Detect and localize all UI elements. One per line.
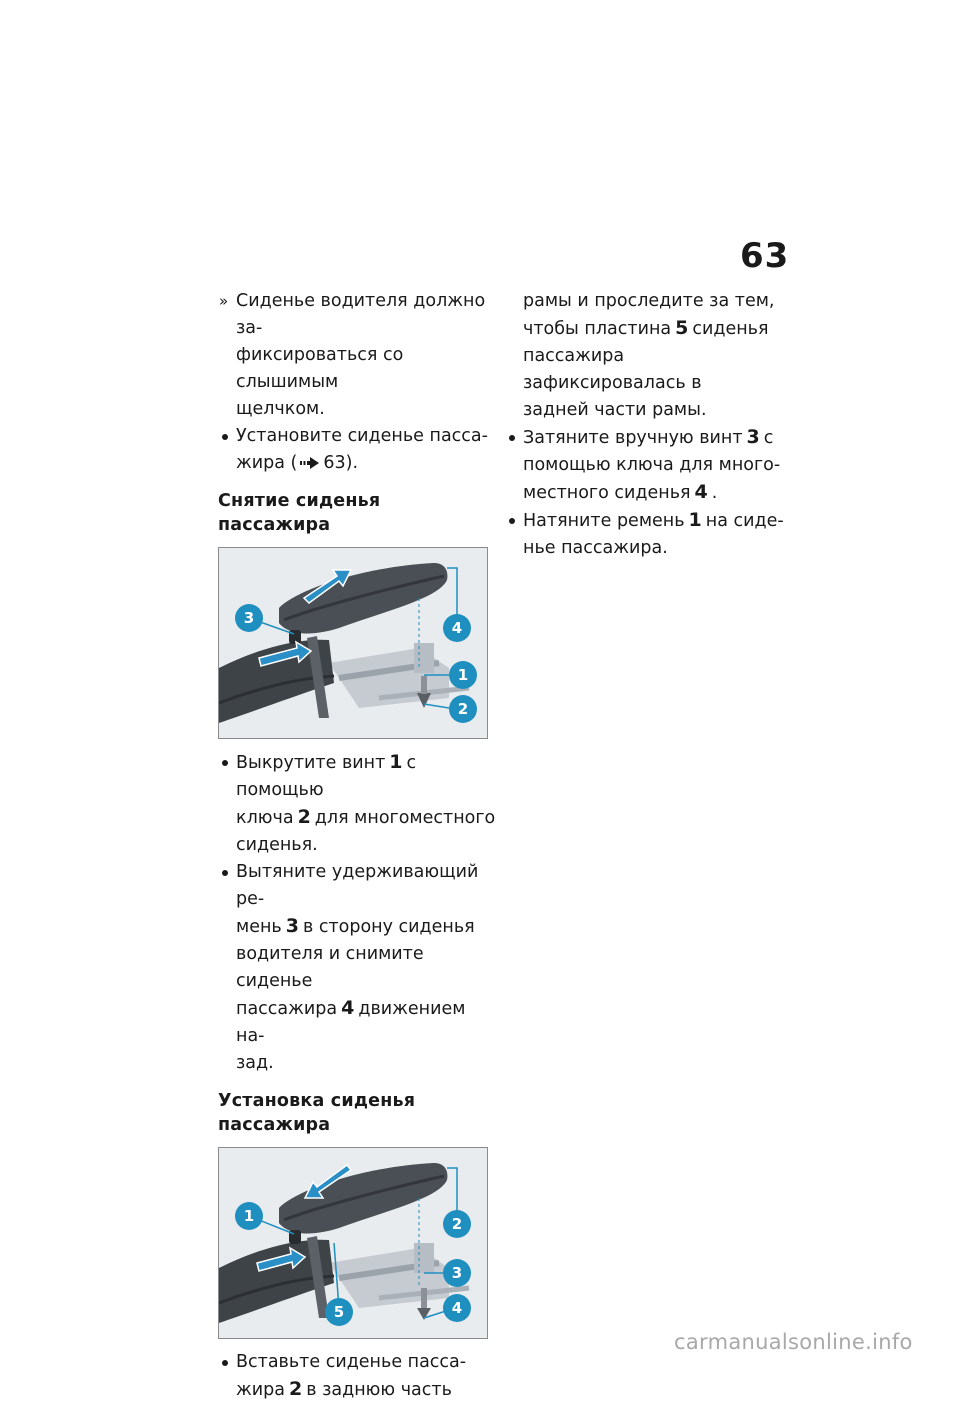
bullet-icon (509, 518, 515, 524)
page-reference-icon (299, 456, 321, 470)
bullet-item: Вставьте сиденье пасса- жира 2 в заднюю часть (218, 1349, 498, 1404)
result-arrow-icon: » (219, 292, 229, 310)
ref-number: 4 (341, 997, 355, 1019)
bullet-icon (222, 760, 228, 766)
ref-number: 3 (285, 915, 299, 937)
ref-number: 1 (389, 751, 403, 773)
continued-text: рамы и проследите за тем, чтобы пластина 5 сиденья пассажира зафиксировалась в задней части рамы. (523, 291, 775, 420)
svg-text:1: 1 (243, 1207, 255, 1225)
ref-number: 2 (288, 1378, 303, 1400)
bullet-item: Затяните вручную винт 3 с помощью ключа для много- местного сиденья 4 . (505, 424, 785, 507)
svg-text:2: 2 (457, 700, 469, 718)
svg-text:5: 5 (333, 1303, 345, 1321)
bullet-item: Установите сиденье пасса- жира ( 63). (218, 423, 498, 477)
ref-number: 3 (746, 426, 760, 448)
figure-remove-seat-illustration (219, 548, 487, 738)
text-line: щелчком. (236, 399, 325, 419)
left-column (218, 288, 498, 1404)
text-line: Сиденье водителя должно за- (236, 291, 486, 338)
bullet-item: Выкрутите винт 1 с помощью ключа 2 для многоместного сиденья. (218, 749, 498, 859)
section-heading: Снятие сиденья пассажира (218, 491, 381, 535)
ref-number: 4 (694, 481, 708, 503)
bullet-icon (222, 870, 228, 876)
result-item (218, 288, 498, 423)
figure-remove-seat (218, 547, 488, 739)
svg-text:1: 1 (457, 666, 469, 684)
svg-text:3: 3 (243, 609, 255, 627)
bullet-icon (222, 1360, 228, 1366)
watermark: carmanualsonline.info (674, 1330, 913, 1354)
svg-text:4: 4 (451, 619, 463, 637)
bullet-icon (509, 435, 515, 441)
bullet-item: Натяните ремень 1 на сиде- нье пассажира. (505, 507, 785, 562)
svg-text:2: 2 (451, 1215, 463, 1233)
page-number: 63 (740, 236, 790, 276)
svg-text:3: 3 (451, 1264, 463, 1282)
text-line: фиксироваться со слышимым (236, 345, 404, 392)
svg-text:4: 4 (451, 1299, 463, 1317)
figure-install-seat-illustration (219, 1148, 487, 1338)
bullet-icon (222, 434, 228, 440)
page-reference[interactable]: 63 (323, 453, 346, 473)
figure-install-seat (218, 1147, 488, 1339)
ref-number: 2 (297, 806, 311, 828)
ref-number: 5 (675, 317, 689, 339)
ref-number: 1 (688, 509, 702, 531)
section-heading: Установка сиденья пассажира (218, 1091, 416, 1135)
right-column (505, 288, 785, 562)
bullet-item: Вытяните удерживающий ре- мень 3 в сторону сиденья водителя и снимите сиденье пассажира 4 движением на- зад. (218, 859, 498, 1077)
